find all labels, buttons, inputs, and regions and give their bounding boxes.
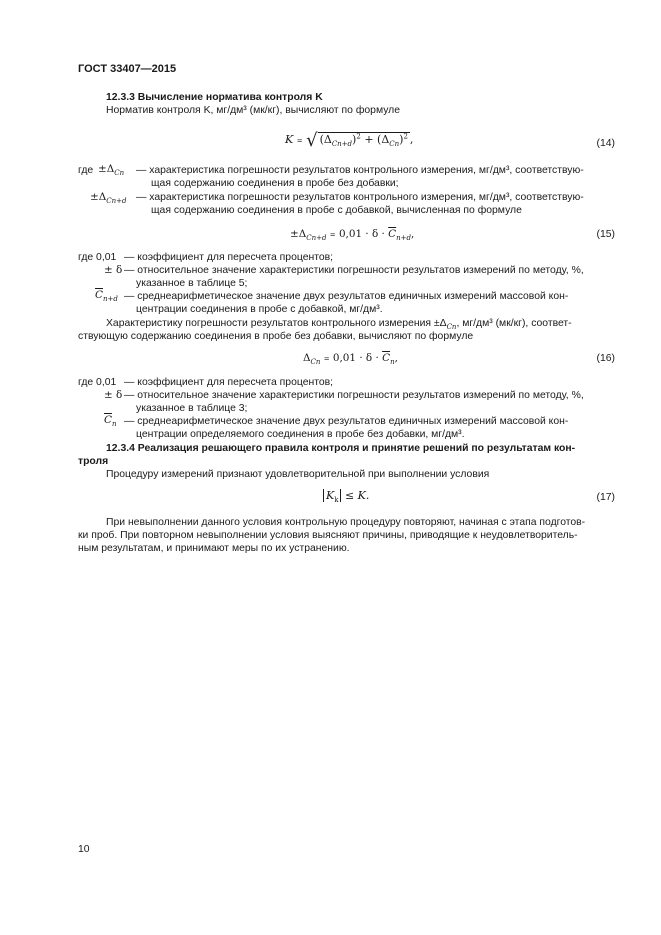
equation-number-15: (15)	[596, 229, 615, 240]
definition-coefficient: — коэффициент для пересчета процентов;	[124, 252, 334, 263]
formula-15: $\pm\Delta_{Cn+d} = 0,01 \cdot \delta \cdot \overline{C}_{n+d}$,	[290, 228, 415, 243]
page-number: 10	[78, 844, 90, 855]
section-title-12-3-4-line1: 12.3.4 Реализация решающего правила контроля и принятие решений по результатам кон-	[106, 443, 576, 454]
definition-c-n-line2: центрации определяемого соединения в пробе без добавки, мг/дм³.	[136, 429, 465, 440]
where-coefficient-2: где 0,01	[78, 377, 117, 388]
formula-17: $K_k \le K$.	[323, 489, 369, 504]
final-paragraph-line1: При невыполнении данного условия контрольную процедуру повторяют, начиная с этапа подготов-	[106, 517, 586, 528]
formula-14: K = √ $(\Delta_{Cn+d})^2 + (\Delta_{Cn})^2$ ,	[285, 130, 414, 151]
equation-number-16: (16)	[596, 353, 615, 364]
final-paragraph-line2: ки проб. При повторном невыполнении условия выясняют причины, приводящие к неудовлетворитель-	[78, 530, 578, 541]
document-code: ГОСТ 33407—2015	[78, 63, 177, 75]
paragraph-characteristic-line2: ствующую содержанию соединения в пробе без добавки, вычисляют по формуле	[78, 331, 474, 342]
where-label: где	[78, 165, 94, 176]
definition-delta-rel-line1: — относительное значение характеристики погрешности результатов измерений по методу, %,	[124, 265, 584, 276]
definition-delta-cn-line2: щая содержанию соединения в пробе без добавки;	[151, 178, 399, 189]
definition-delta-rel-line2: указанное в таблице 5;	[136, 278, 248, 289]
section-1234-intro: Процедуру измерений признают удовлетворительной при выполнении условия	[106, 469, 490, 480]
definition-coefficient-2: — коэффициент для пересчета процентов;	[124, 377, 334, 388]
final-paragraph-line3: ным результатам, и принимают меры по их устранению.	[78, 543, 350, 554]
symbol-c-nd: $\overline{C}_{n+d}$	[95, 289, 118, 304]
definition-delta-rel-2-line1: — относительное значение характеристики погрешности результатов измерений по методу, %,	[124, 390, 584, 401]
definition-delta-cnd-line2: щая содержанию соединения в пробе с добавкой, вычисленная по формуле	[151, 205, 522, 216]
symbol-delta-cnd: $\pm\Delta_{Cn+d}$	[90, 191, 127, 206]
definition-c-nd-line1: — среднеарифметическое значение двух результатов единичных измерений массовой кон-	[124, 291, 569, 302]
equation-number-14: (14)	[596, 138, 615, 149]
formula-16: $\Delta_{Cn} = 0,01 \cdot \delta \cdot \overline{C}_n$,	[303, 352, 398, 367]
equation-number-17: (17)	[596, 492, 615, 503]
symbol-delta-rel-2: ± δ	[104, 389, 123, 401]
definition-c-nd-line2: центрации соединения в пробе с добавкой, мг/дм³.	[136, 304, 383, 315]
symbol-delta-cn: $\pm\Delta_{Cn}$	[98, 163, 125, 178]
definition-delta-cnd-line1: — характеристика погрешности результатов контрольного измерения, мг/дм³, соответствую-	[136, 192, 584, 203]
symbol-c-n: $\overline{C}_n$	[104, 414, 117, 429]
section-title-12-3-3: 12.3.3 Вычисление норматива контроля K	[106, 92, 323, 103]
definition-c-n-line1: — среднеарифметическое значение двух результатов единичных измерений массовой кон-	[124, 416, 569, 427]
symbol-delta-rel: ± δ	[104, 264, 123, 276]
paragraph-characteristic-line1: Характеристику погрешности результатов контрольного измерения $\pm\Delta_{Cn}$, мг/дм³ (мк/кг), соответ-	[106, 318, 572, 332]
section-title-12-3-4-line2: троля	[78, 456, 109, 467]
where-coefficient: где 0,01	[78, 252, 117, 263]
section-intro: Норматив контроля K, мг/дм³ (мк/кг), вычисляют по формуле	[106, 105, 401, 116]
definition-delta-cn-line1: — характеристика погрешности результатов контрольного измерения, мг/дм³, соответствую-	[136, 165, 584, 176]
definition-delta-rel-2-line2: указанное в таблице 3;	[136, 403, 248, 414]
